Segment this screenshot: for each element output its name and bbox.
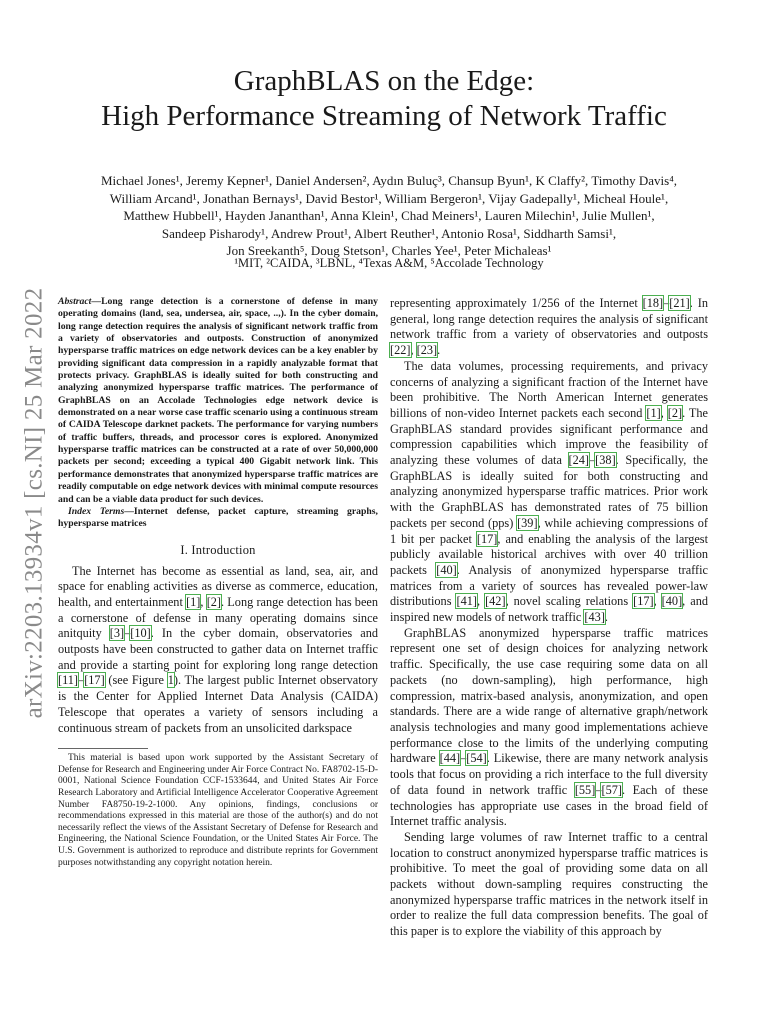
citation-link[interactable]: [40] [661, 594, 683, 609]
intro-paragraph: The Internet has become as essential as land, sea, air, and space for enabling activities as diverse as commerce, education, health, and entertainment [1], [2]. Long range detection has been a cornerstone of defense in many operating domains since anitquity [3]–[10]. In the cyber domain, observatories and outposts have been constructed to gather data on Internet traffic and provide a starting point for exploring long range detection [11]–[17] (see Figure 1). The largest public Internet observatory is the Center for Applied Internet Data Analysis (CAIDA) Telescope that operates a variety of sensors including a continuous stream of packets from an unsolicited darkspace [58, 563, 379, 735]
arxiv-stamp [16, 278, 52, 728]
citation-link[interactable]: [18] [642, 296, 664, 310]
index-terms-lead: Index Terms [68, 505, 125, 517]
citation-link[interactable]: [10] [130, 626, 151, 641]
arxiv-identifier: arXiv:2203.13934v1 [cs.NI] 25 Mar 2022 [20, 287, 47, 719]
figure-link[interactable]: 1 [167, 673, 174, 688]
author-line: Matthew Hubbell¹, Hayden Jananthan¹, Anna Klein¹, Chad Meiners¹, Lauren Milechin¹, Julie Mullen¹, [123, 208, 655, 224]
body-paragraph: Sending large volumes of raw Internet traffic to a central location to construct anonymized hypersparse traffic matrices is prohibitive. To meet the goal of providing some data on all packets without down-sampling requires constructing the anonymized hypersparse traffic matrices in the network itself in order to realize the full data compression benefits. The goal of this paper is to explore the viability of this approach by [390, 829, 708, 939]
citation-link[interactable]: [41] [456, 594, 477, 609]
index-terms-text: —Internet defense, packet capture, streaming graphs, hypersparse matrices [58, 505, 378, 530]
citation-link[interactable]: [1] [186, 594, 201, 609]
citation-link[interactable]: [57] [601, 782, 622, 797]
left-column [58, 296, 378, 869]
citation-link[interactable]: [17] [84, 673, 105, 688]
title-line-2: High Performance Streaming of Network Traffic [101, 100, 667, 132]
citation-link[interactable]: [54] [466, 751, 487, 766]
citation-link[interactable]: [40] [436, 562, 457, 577]
citation-link[interactable]: [39] [517, 515, 538, 530]
title-line-1: GraphBLAS on the Edge: [233, 65, 535, 97]
citation-link[interactable]: [44] [439, 751, 461, 766]
citation-link[interactable]: [38] [595, 453, 616, 468]
affiliations: ¹MIT, ²CAIDA, ³LBNL, ⁴Texas A&M, ⁵Accolade Technology [234, 256, 544, 270]
footnote-divider [58, 748, 148, 749]
citation-link[interactable]: [3] [109, 626, 125, 641]
index-terms [58, 506, 378, 531]
citation-link[interactable]: [1] [646, 405, 661, 420]
right-column [390, 296, 708, 940]
abstract-lead: Abstract [58, 296, 92, 307]
author-line: Jon Sreekanth⁵, Doug Stetson¹, Charles Yee¹, Peter Michaleas¹ [226, 243, 552, 259]
body-paragraph: The data volumes, processing requirements, and privacy concerns of analyzing a significant fraction of the Internet have been prohibitive. The North American Internet generates billions of non-video Internet packets each second [1], [2]. The GraphBLAS standard provides significant performance and compression capabilities which improve the feasibility of analyzing these volumes of data [24]–[38]. Specifically, the GraphBLAS is ideally suited for both constructing and analyzing anonymized hypersparse traffic matrices. Prior work with the GraphBLAS has demonstrated rates of 75 billion packets per second (pps) [39], while achieving compressions of 1 bit per packet [17], and enabling the analysis of the largest publicly available historical archives with over 40 trillion packets [40]. Analysis of anonymized hypersparse traffic matrices from a variety of sources has revealed power-law distributions [41], [42], novel scaling relations [17], [40], and inspired new models of network traffic [43]. [390, 358, 709, 625]
body-paragraph: GraphBLAS anonymized hypersparse traffic matrices represent one set of design choices for analyzing network traffic. Specifically, the use case requiring some data on all packets (no down-sampling), high performance, high compression, matrix-based analysis, anonymization, and open standards. There are a wide range of alternative graph/network analysis technologies and many good implementations achieve performance close to the limits of the underlying computing hardware [44]–[54]. Likewise, there are many network analysis tools that focus on providing a rich interface to the full diversity of data found in network traffic [55]–[57]. Each of these technologies has appropriate use cases in the broad field of Internet traffic analysis. [390, 625, 708, 829]
citation-link[interactable]: [17] [633, 594, 654, 609]
section-heading: I. Introduction [180, 542, 256, 557]
citation-link[interactable]: [24] [568, 453, 590, 468]
citation-link[interactable]: [21] [669, 296, 690, 310]
citation-link[interactable]: [42] [485, 594, 506, 609]
author-line: Sandeep Pisharody¹, Andrew Prout¹, Albert Reuther¹, Antonio Rosa¹, Siddharth Samsi¹, [161, 225, 617, 241]
funding-footnote: This material is based upon work supported by the Assistant Secretary of Defense for Research and Engineering under Air Force Contract No. FA8702-15-D-0001, National Science Foundation CCF-1533644, and United States Air Force Research Laboratory and Artificial Intelligence Accelerator Cooperative Agreement Number FA8750-19-2-1000. Any opinions, findings, conclusions or recommendations expressed in this material are those of the author(s) and do not necessarily reflect the views of the Assistant Secretary of Defense for Research and Engineering, the National Science Foundation, or the United States Air Force. The U.S. Government is authorized to reproduce and distribute reprints for Government purposes notwithstanding any copyright notation herein. [58, 753, 378, 868]
body-paragraph: representing approximately 1/256 of the Internet [18]–[21]. In general, long range detection requires the analysis of significant network traffic from a variety of observatories and outposts [22], [23]. [390, 296, 708, 358]
citation-link[interactable]: [2] [206, 594, 222, 609]
citation-link[interactable]: [55] [574, 782, 596, 797]
citation-link[interactable]: [11] [58, 673, 79, 688]
paper-title [0, 64, 768, 134]
citation-link[interactable]: [2] [667, 405, 683, 420]
author-line: Michael Jones¹, Jeremy Kepner¹, Daniel Andersen², Aydın Buluç³, Chansup Byun¹, K Claffy², Timothy Davis⁴, [100, 173, 678, 188]
citation-link[interactable]: [23] [416, 343, 438, 358]
abstract-text: —Long range detection is a cornerstone of defense in many operating domains (land, sea, undersea, air, space, ..,). In the cyber domain, long range detection requires the analysis of significant network traffic from a variety of observatories and outposts. Construction of anonymized hypersparse traffic matrices on edge network devices can be a key enabler by providing significant data compression in a rapidly analyzable format that protects privacy. GraphBLAS is ideally suited for both constructing and analyzing anonymized hypersparse traffic matrices. The performance of GraphBLAS on an Accolade Technologies edge network device is demonstrated on a near worse case traffic scenario using a continuous stream of CAIDA Telescope darknet packets. The performance for varying numbers of traffic buffers, threads, and processor cores is explored. Anonymized hypersparse traffic matrices can be constructed at a rate of over 50,000,000 packets per second; exceeding a typical 400 Gigabit network link. This performance demonstrates that anonymized hypersparse traffic matrices are readily computable on edge network devices with minimal compute resources and can be a viable data product for such devices. [58, 296, 378, 505]
abstract [58, 296, 378, 506]
author-list [40, 172, 738, 260]
citation-link[interactable]: [43] [584, 610, 605, 625]
author-line: William Arcand¹, Jonathan Bernays¹, David Bestor¹, William Bergeron¹, Vijay Gadepally¹, Micheal Houle¹, [109, 190, 669, 206]
citation-link[interactable]: [22] [390, 343, 411, 358]
citation-link[interactable]: [17] [476, 531, 498, 546]
